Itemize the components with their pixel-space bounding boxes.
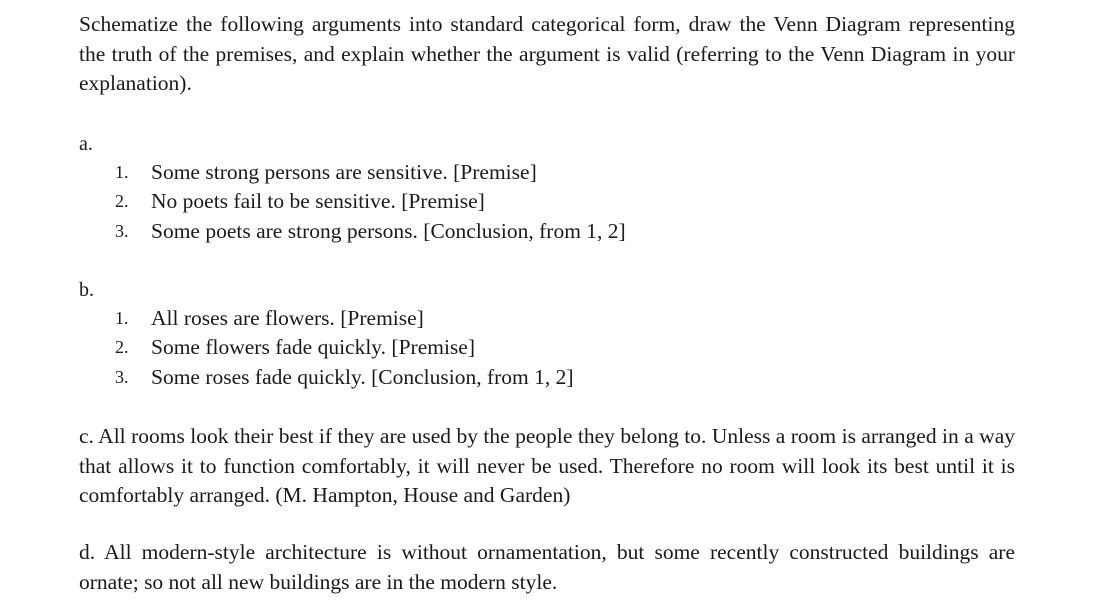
item-text: All roses are flowers. [Premise] bbox=[151, 306, 424, 330]
part-b-argument-list bbox=[115, 304, 574, 392]
item-number: 3. bbox=[115, 366, 129, 387]
list-item bbox=[115, 217, 626, 246]
list-item bbox=[115, 333, 574, 362]
part-b-label: b. bbox=[79, 279, 94, 301]
item-number: 2. bbox=[115, 337, 129, 358]
item-number: 3. bbox=[115, 220, 129, 241]
item-text: Some strong persons are sensitive. [Premise] bbox=[151, 160, 537, 184]
list-item bbox=[115, 187, 626, 216]
item-text: Some flowers fade quickly. [Premise] bbox=[151, 335, 476, 360]
part-c-paragraph: c. All rooms look their best if they are used by the people they belong to. Unless a room is arranged in a way that allows it to function comfortably, it will never be used. Therefore no room will look its best until it is comfortably arranged. (M. Hampton, House and Garden) bbox=[79, 424, 1015, 507]
item-text: No poets fail to be sensitive. [Premise] bbox=[151, 189, 485, 214]
instructions-paragraph: Schematize the following arguments into standard categorical form, draw the Venn Diagram representing the truth of the premises, and explain whether the argument is valid (referring to the Venn Diagram in your explanation). bbox=[79, 12, 1015, 95]
item-number: 1. bbox=[115, 162, 129, 182]
item-number: 2. bbox=[115, 191, 129, 212]
list-item bbox=[115, 363, 574, 392]
list-item bbox=[115, 158, 626, 187]
part-d-paragraph: d. All modern-style architecture is without ornamentation, but some recently constructed buildings are ornate; so not all new buildings are in the modern style. bbox=[79, 540, 1015, 594]
item-text: Some poets are strong persons. [Conclusion, from 1, 2] bbox=[151, 218, 626, 243]
part-a-argument-list bbox=[115, 158, 626, 246]
item-number: 1. bbox=[115, 308, 129, 328]
part-a-label: a. bbox=[79, 133, 93, 155]
document-page bbox=[79, 10, 1015, 99]
list-item bbox=[115, 304, 574, 333]
item-text: Some roses fade quickly. [Conclusion, from 1, 2] bbox=[151, 364, 574, 389]
